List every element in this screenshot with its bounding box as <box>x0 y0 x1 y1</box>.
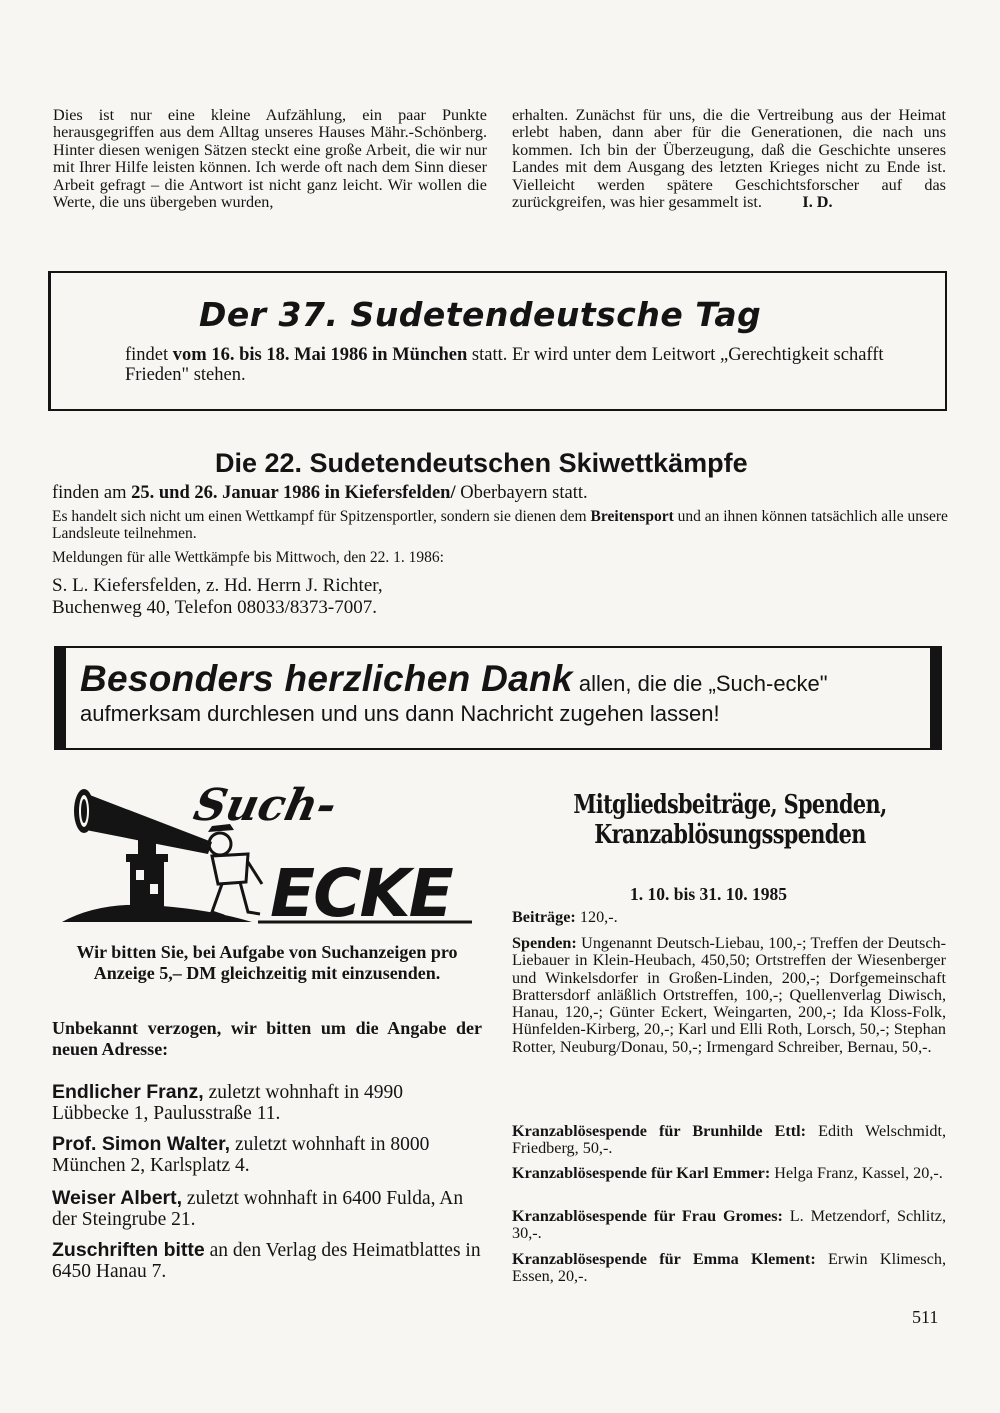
beitraege-entry: Beiträge: 120,-. <box>512 908 618 926</box>
dank-headline: Besonders herzlichen Dank <box>80 658 573 699</box>
ski-registration: Meldungen für alle Wettkämpfe bis Mittwoch, den 22. 1. 1986: <box>52 549 444 566</box>
beitraege-period: 1. 10. bis 31. 10. 1985 <box>630 884 788 904</box>
such-request: Wir bitten Sie, bei Aufgabe von Suchanzeigen pro Anzeige 5,– DM gleichzeitig mit einzusenden. <box>76 942 458 983</box>
ski-address: S. L. Kiefersfelden, z. Hd. Herrn J. Richter, Buchenweg 40, Telefon 08033/8373-7007. <box>52 575 383 618</box>
person-entry: Prof. Simon Walter, zuletzt wohnhaft in 8000 München 2, Karlsplatz 4. <box>52 1133 430 1176</box>
ski-dates: finden am 25. und 26. Januar 1986 in Kiefersfelden/ Oberbayern statt. <box>52 483 588 503</box>
intro-right-text: erhalten. Zunächst für uns, die die Vertreibung aus der Heimat erlebt haben, dann aber für die Generationen, die nach uns kommen. Ich bin der Überzeugung, daß die Geschichte unseres Landes mit dem Ausgang des letzten Krieges nicht zu Ende ist. Vielleicht werden spätere Geschichtsforscher auf das zurückgreifen, was hier gesammelt ist. I. D. <box>512 106 946 212</box>
person-entry: Weiser Albert, zuletzt wohnhaft in 6400 Fulda, An der Steingrube 21. <box>52 1187 464 1230</box>
ski-title: Die 22. Sudetendeutschen Skiwettkämpfe <box>215 448 748 478</box>
kranz-entry: Kranzablösespende für Karl Emmer: Helga Franz, Kassel, 20,-. <box>512 1164 943 1182</box>
kranz-entry: Kranzablösespende für Emma Klement: Erwin Klimesch, Essen, 20,-. <box>512 1250 946 1286</box>
logo-script-text: Such- <box>189 779 342 831</box>
dank-text: Besonders herzlichen Dank allen, die die „Such-ecke" aufmerksam durchlesen und uns dann Nachricht zugehen lassen! <box>80 658 828 726</box>
beitraege-title: Mitgliedsbeiträge, Spenden, Kranzablösungsspenden <box>573 790 887 850</box>
person-entry: Endlicher Franz, zuletzt wohnhaft in 4990 Lübbecke 1, Paulusstraße 11. <box>52 1081 403 1124</box>
such-ecke-logo <box>62 772 482 932</box>
telescope-man-illustration-icon <box>62 772 482 932</box>
spenden-entry: Spenden: Ungenannt Deutsch-Liebau, 100,-; Treffen der Deutsch-Liebauer in Klein-Heubach, 450,50; Ortstreffen der Wiesenberger und Winkelsdorfer in Großen-Linden, 200,-; Dorfgemeinschaft Brattersdorf anläßlich Ortstreffen, 100,-; Quellenverlag Diwisch, Hanau, 120,-; Günter Eckert, Weingarten, 200,-; Ida Kloss-Folk, Hünfelden-Kirberg, 20,-; Karl und Elli Roth, Lorsch, 50,-; Stephan Rotter, Neuburg/Donau, 50,-; Irmengard Schreiber, Bernau, 50,-. <box>512 934 946 1056</box>
ski-description: Es handelt sich nicht um einen Wettkampf für Spitzensportler, sondern sie dienen dem Breitensport und an ihnen können tatsächlich alle unsere Landsleute teilnehmen. <box>52 508 948 542</box>
dank-box-left-bar <box>54 646 66 750</box>
kranz-entry: Kranzablösespende für Brunhilde Ettl: Edith Welschmidt, Friedberg, 50,-. <box>512 1122 946 1158</box>
kranz-entry: Kranzablösespende für Frau Gromes: L. Metzendorf, Schlitz, 30,-. <box>512 1207 946 1243</box>
sudetendeutscher-tag-title: Der 37. Sudetendeutsche Tag <box>199 295 762 334</box>
logo-block-text: ECKE <box>270 855 452 932</box>
signature: I. D. <box>802 193 833 212</box>
sudetendeutscher-tag-box <box>48 271 947 411</box>
intro-left-column <box>53 107 487 211</box>
unknown-address-note: Unbekannt verzogen, wir bitten um die Angabe der neuen Adresse: <box>52 1018 482 1059</box>
dank-box-right-bar <box>930 646 942 750</box>
intro-right-column <box>512 107 946 211</box>
intro-left-text: Dies ist nur eine kleine Aufzählung, ein paar Punkte herausgegriffen aus dem Alltag unseres Hauses Mähr.-Schönberg. Hinter diesen wenigen Sätzen steckt eine große Arbeit, die wir nur mit Ihrer Hilfe leisten können. Ich werde oft nach dem Sinn dieser Arbeit gefragt – die Antwort ist nicht ganz leicht. Wir wollen die Werte, die uns übergeben wurden, <box>53 106 487 212</box>
page-number: 511 <box>912 1307 939 1327</box>
contact-note: Zuschriften bitte an den Verlag des Heimatblattes in 6450 Hanau 7. <box>52 1239 481 1282</box>
sudetendeutscher-tag-text: findet vom 16. bis 18. Mai 1986 in München statt. Er wird unter dem Leitwort „Gerechtigkeit schafft Frieden" stehen. <box>125 345 884 385</box>
